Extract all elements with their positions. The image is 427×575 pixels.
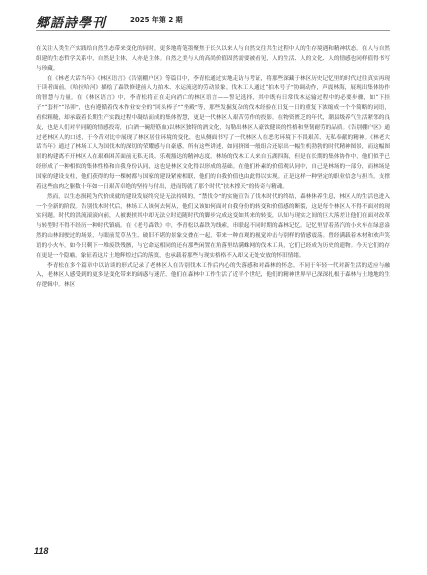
journal-title: 郷語詩學刊 [36,16,107,31]
paragraph: 在关注人类生产实践给自然生态带来变化的同时，更多地将笔墨聚焦于长久以来人与自然交往共生过程中人的生存境遇和精神状态。在人与自然组建的生态哲学关系中，自然是主体，人亦是主体。自然之美与人的高尚价值固然需要被看见，人的生活、人的文化、人的情感也同样值得书写与珍藏。 [36,46,390,72]
page-header [0,0,427,40]
paragraph: 李青松在多个篇章中以访谈的形式记录了老林区人在告别伐木工作后内心的失落感和对森林的怀念。不同于年轻一代对新生活的适应与融入，老林区人感受到的更多是变化带来的阔惑与迷茫。他们在森林中工作生活了近半个世纪，他们的精神世界早已深深扎根于森林与土地地的生存逻辑中。林区 [36,262,390,289]
issue-number: 2025 年第 2 期 [130,16,183,24]
header-divider [36,30,390,31]
paragraph: 然而，以生态损耗为代价成就的建设发展终究是无法持续的，“禁伐令”的实施宣告了伐木时代的终结，森林休养生息，林区人的生活也进入一个全新的阶段。告别伐木时代后，林场工人该何去何从，他们又该如何面对自我身份的转变和价值感的断裂，这是每个林区人不得不面对的现实问题。时代的洪流滚滚向前，人被裹挟其中却无法立时追随时代的脚步完成这变如其来的转变，认知与现实之间的巨大落差让他们在面对改革与转型时不得不经历一种时代镇痛。在《老号森铁》中，李青松以森铁为线索，串联起不同时期的森林记忆。记忆里冒着蒸汽的小火车在绿意盎然的山林间驶过的场景，与眼前荒草丛生、破旧不堪的景象交叠在一起，带来一种直观的视觉冲击与别样的情感震荡。曾经满载着木材和欢声笑语的小火车，如今只剩下一堆废铁残骸，与它命运相同的还有那些闲置在角落里结满蛛网的伐木工具，它们已经成为历史的遗物。今天它们的存在更是一个隐喻，象征着这片土地辉煌过后的落寞，也承载着那些与现实格格不入却又无处安放的怀旧情绪。 [36,193,390,259]
article-body [36,45,390,291]
page-number: 118 [34,546,49,556]
paragraph: 在《林老大话当年》《林区语言》《告别棚户区》等篇目中，李青松通过实地走访与考证，将那些深藏于林区历史记忆里的时代过往真实再现于读者面前。《哈拉哈河》描绘了森铁修建前人力拍木、水运流送的劳动景象。伐木工人通过“拍木号子”协调动作，声震林海，展现出集体协作的智慧与力量。在《林区语言》中，李青松将正在走向消亡的林区语言——誓记选择，其中既有日常伐木运输过程中的必要步骤，如“下挂子”“套杆”“吊卯”，也有遵循着伐木作业安全的“回头棒子”“坐殿”等，那些发掘复杂的伐木经验在日复一日的重复下浓缩成一个个简略的词语，看似粗糙，却承载着长期生产实践过程中凝结而成的集体智慧，更是一代林区人艰苦劳作的投影。在物资匮乏的年代，潮县级养气生活紧邻的良友，也是人们对平同随的情感投寄，(白酒一碗舒筋血)以林区独特的酒文化，勾勒出林区人豪饮健谈的性格和坚韧耐劳的品质。《告别棚户区》通过老林区人的口述，于今昔对比中展现了林区居住环境的变化，也从侧面书写了一代林区人在恶劣环境下不畏艰苦、无私奉献的精神。《林老大话当年》通过了林场工人为国伐木的深切的荣耀感与自豪感。所有这些讲述，如同挤图一般组合还原出一幅生机勃勃的时代精神图景，而这幅图景的构建离不开林区人在艰难困苦面前无私无畏、乐观豁达的精神志度。林场的伐木工人来自五湖四海，但是在长期的集体协作中，他们似乎已经形成了一种相似的集体性格和自我身份认同，这也是林区文化得以形成的基础。在他们朴素的价值观认同中，自己是林场的一部分，而林场是国家的建设支柱，他们获得的每一棵树都与国家的建设紧密相联，他们的自我价值也由此得以实现。正是这样一种坚定的职业信念与担当，支撑着这些血肉之躯数十年如一日艰苦卓绝的坚持与付出，进而铸就了那个时代“扶木撑天”的传奇与精魂。 [36,75,390,190]
